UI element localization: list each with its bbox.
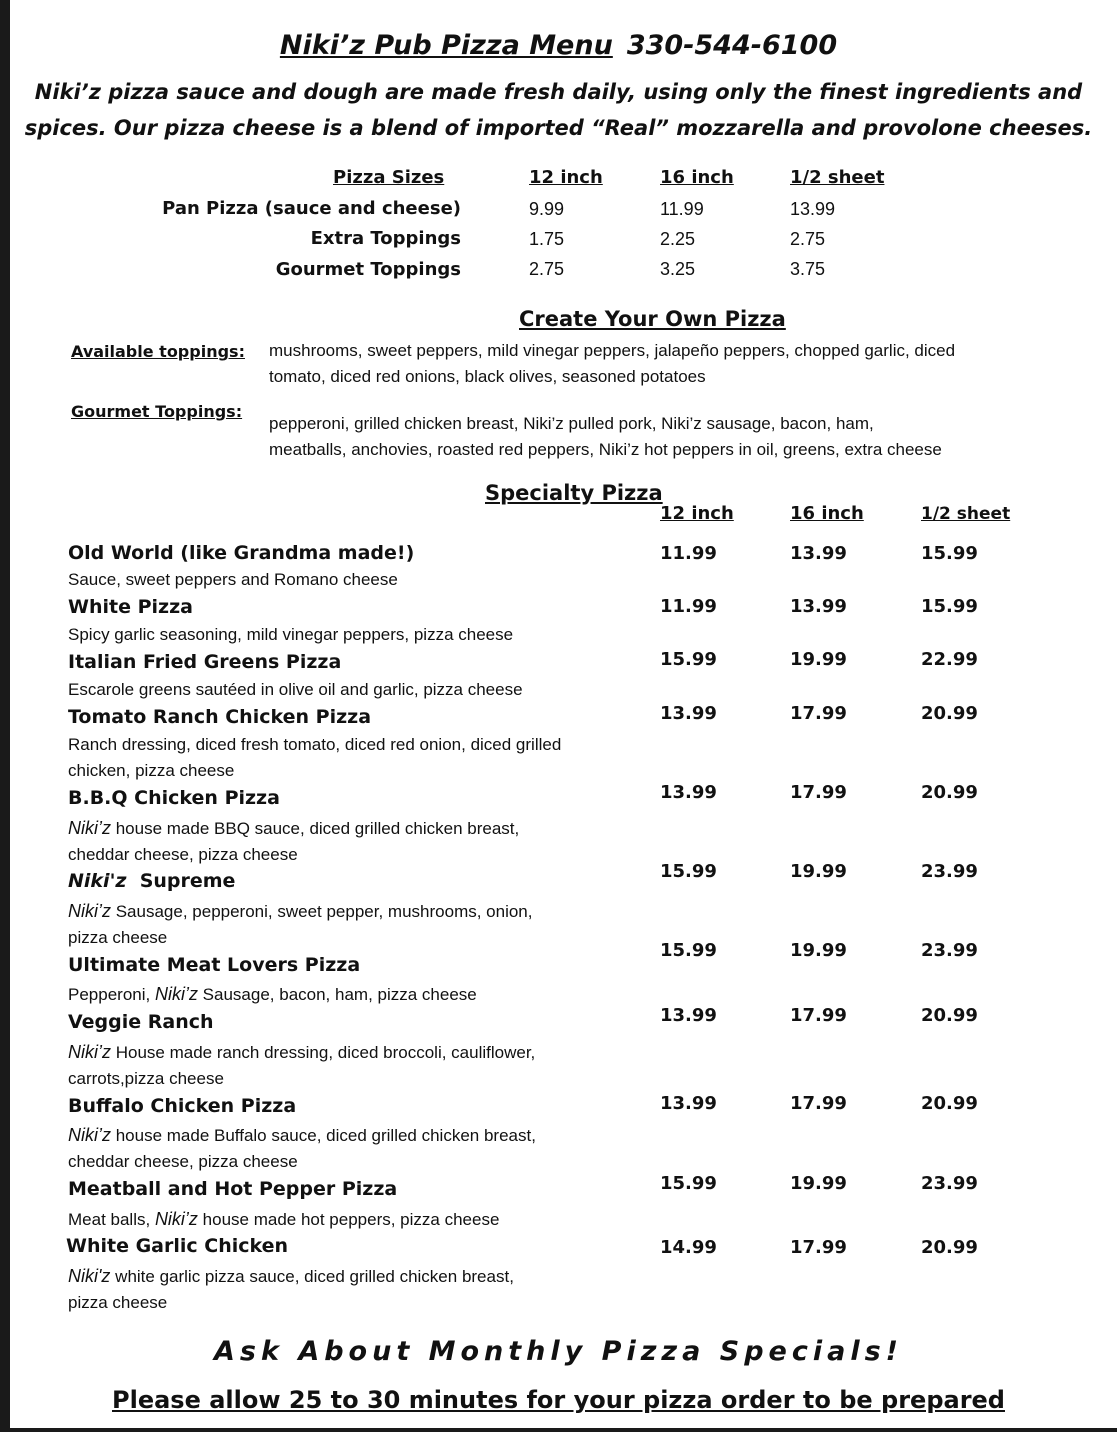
sizes-heading: Pizza Sizes: [333, 167, 445, 188]
price-16: 19.99: [790, 1173, 847, 1194]
price-12: 15.99: [660, 940, 717, 961]
sizes-col-12: 12 inch: [529, 167, 603, 188]
item-desc-text: House made ranch dressing, diced broccoli, cauliflower,: [111, 1043, 536, 1062]
price-12: 13.99: [660, 782, 717, 803]
item-desc-veggie-ranch: [68, 1039, 628, 1092]
sizes-value: 3.75: [790, 259, 826, 279]
intro-text: [0, 74, 1117, 146]
brand-name: Niki’z: [68, 901, 111, 921]
item-name-bbq-chicken: B.B.Q Chicken Pizza: [68, 787, 280, 809]
price-half: 23.99: [921, 940, 978, 961]
price-half: 20.99: [921, 1237, 978, 1258]
price-12: 11.99: [660, 543, 717, 564]
item-desc-text: Sausage, pepperoni, sweet pepper, mushrooms, onion,: [111, 902, 533, 921]
item-desc-italian-fried-greens: [68, 677, 628, 703]
sizes-row-label: Extra Toppings: [310, 228, 461, 249]
menu-title: [0, 30, 1117, 61]
price-12: 15.99: [660, 1173, 717, 1194]
item-desc-line: [68, 1263, 628, 1290]
item-name-veggie-ranch: Veggie Ranch: [68, 1011, 214, 1033]
item-desc-bbq-chicken: [68, 815, 628, 868]
left-border: [0, 0, 10, 1432]
sizes-value: 13.99: [790, 199, 836, 219]
item-desc-text: house made Buffalo sauce, diced grilled chicken breast,: [111, 1126, 536, 1145]
sizes-value: 2.25: [660, 229, 696, 249]
sizes-col-16: 16 inch: [660, 167, 734, 188]
price-half: 20.99: [921, 1093, 978, 1114]
available-toppings-line: mushrooms, sweet peppers, mild vinegar peppers, jalapeño peppers, chopped garlic, diced: [269, 341, 956, 360]
sizes-value: 3.25: [660, 259, 696, 279]
item-desc-line: pizza cheese: [68, 928, 168, 947]
brand-name: Niki'z: [68, 1266, 111, 1286]
intro-line-2: spices. Our pizza cheese is a blend of imported “Real” mozzarella and provolone cheeses.: [24, 116, 1093, 140]
brand-name: Niki’z: [68, 1125, 111, 1145]
item-desc-line: [68, 981, 628, 1008]
price-16: 19.99: [790, 649, 847, 670]
item-name-nikiz-supreme: [68, 870, 235, 892]
price-12: 15.99: [660, 861, 717, 882]
brand-name: Niki’z: [154, 1209, 198, 1229]
item-desc-text: white garlic pizza sauce, diced grilled chicken breast,: [110, 1267, 514, 1286]
brand-name: Niki’z: [154, 984, 198, 1004]
item-desc-line: [68, 1039, 628, 1066]
item-name-white-pizza: White Pizza: [68, 596, 193, 618]
item-desc-text: house made BBQ sauce, diced grilled chicken breast,: [111, 819, 520, 838]
item-desc-line: Sauce, sweet peppers and Romano cheese: [68, 570, 398, 589]
price-12: 11.99: [660, 596, 717, 617]
price-12: 15.99: [660, 649, 717, 670]
sizes-value: 2.75: [790, 229, 826, 249]
gourmet-toppings-line: pepperoni, grilled chicken breast, Niki’z pulled pork, Niki’z sausage, bacon, ham,: [269, 414, 874, 433]
available-toppings-label: Available toppings:: [71, 342, 245, 361]
sizes-row-label: Gourmet Toppings: [275, 259, 461, 280]
item-desc-line: Escarole greens sautéed in olive oil and garlic, pizza cheese: [68, 680, 523, 699]
item-desc-meatball-hot-pepper: [68, 1206, 628, 1233]
price-16: 19.99: [790, 861, 847, 882]
sizes-value: 2.75: [529, 259, 565, 279]
item-desc-line: cheddar cheese, pizza cheese: [68, 845, 298, 864]
gourmet-toppings-label: Gourmet Toppings:: [71, 402, 243, 421]
item-desc-text: Pepperoni,: [68, 985, 155, 1004]
price-16: 17.99: [790, 1005, 847, 1026]
price-half: 23.99: [921, 1173, 978, 1194]
item-name-old-world: Old World (like Grandma made!): [68, 542, 415, 564]
available-toppings-line: tomato, diced red onions, black olives, seasoned potatoes: [269, 367, 706, 386]
item-name-text: Supreme: [139, 870, 236, 892]
item-desc-white-pizza: [68, 622, 628, 648]
price-16: 17.99: [790, 1093, 847, 1114]
price-half: 20.99: [921, 1005, 978, 1026]
item-desc-text: house made hot peppers, pizza cheese: [197, 1210, 500, 1229]
sizes-value: 9.99: [529, 199, 565, 219]
brand-name: Niki'z: [68, 870, 127, 892]
monthly-specials-banner: Ask About Monthly Pizza Specials!: [214, 1336, 903, 1367]
item-name-white-garlic-chicken: White Garlic Chicken: [66, 1235, 289, 1257]
item-desc-line: Ranch dressing, diced fresh tomato, diced red onion, diced grilled: [68, 735, 562, 754]
gourmet-toppings-list: [269, 411, 1049, 463]
price-16: 17.99: [790, 1237, 847, 1258]
create-your-own-title: Create Your Own Pizza: [519, 307, 786, 331]
item-name-italian-fried-greens: Italian Fried Greens Pizza: [68, 651, 342, 673]
price-half: 23.99: [921, 861, 978, 882]
item-name-buffalo-chicken: Buffalo Chicken Pizza: [68, 1095, 297, 1117]
specialty-col-12: 12 inch: [660, 503, 734, 524]
price-half: 15.99: [921, 543, 978, 564]
price-half: 20.99: [921, 782, 978, 803]
item-desc-buffalo-chicken: [68, 1122, 628, 1175]
item-desc-text: Sausage, bacon, ham, pizza cheese: [197, 985, 477, 1004]
price-12: 13.99: [660, 1005, 717, 1026]
menu-title-name: Niki’z Pub Pizza Menu: [279, 30, 613, 61]
price-12: 14.99: [660, 1237, 717, 1258]
item-desc-old-world: [68, 567, 628, 593]
price-half: 20.99: [921, 703, 978, 724]
item-name-meatball-hot-pepper: Meatball and Hot Pepper Pizza: [68, 1178, 398, 1200]
item-desc-line: [68, 1122, 628, 1149]
sizes-value: 1.75: [529, 229, 565, 249]
bottom-border: [0, 1428, 1117, 1432]
price-16: 17.99: [790, 703, 847, 724]
item-desc-line: pizza cheese: [68, 1293, 168, 1312]
price-12: 13.99: [660, 703, 717, 724]
item-desc-line: chicken, pizza cheese: [68, 761, 235, 780]
item-desc-line: Spicy garlic seasoning, mild vinegar peppers, pizza cheese: [68, 625, 514, 644]
item-desc-nikiz-supreme: [68, 898, 628, 951]
brand-name: Niki’z: [68, 818, 111, 838]
phone-number: 330-544-6100: [626, 30, 838, 61]
item-desc-tomato-ranch-chicken: [68, 732, 628, 784]
item-name-ultimate-meat-lovers: Ultimate Meat Lovers Pizza: [68, 954, 361, 976]
item-desc-line: [68, 898, 628, 925]
specialty-col-16: 16 inch: [790, 503, 864, 524]
price-16: 17.99: [790, 782, 847, 803]
sizes-col-half: 1/2 sheet: [790, 167, 885, 188]
item-desc-line: cheddar cheese, pizza cheese: [68, 1152, 298, 1171]
item-desc-line: [68, 1206, 628, 1233]
price-16: 13.99: [790, 543, 847, 564]
available-toppings-list: [269, 338, 1049, 390]
price-half: 22.99: [921, 649, 978, 670]
item-desc-ultimate-meat-lovers: [68, 981, 628, 1008]
item-desc-text: Meat balls,: [68, 1210, 155, 1229]
price-12: 13.99: [660, 1093, 717, 1114]
price-16: 19.99: [790, 940, 847, 961]
item-desc-line: [68, 815, 628, 842]
sizes-row-label: Pan Pizza (sauce and cheese): [162, 198, 461, 219]
specialty-pizza-title: Specialty Pizza: [485, 481, 663, 505]
brand-name: Niki’z: [68, 1042, 111, 1062]
price-half: 15.99: [921, 596, 978, 617]
item-desc-line: carrots,pizza cheese: [68, 1069, 224, 1088]
specialty-col-half: 1/2 sheet: [921, 504, 1011, 524]
intro-line-1: Niki’z pizza sauce and dough are made fresh daily, using only the finest ingredients and: [34, 80, 1083, 104]
item-name-tomato-ranch-chicken: Tomato Ranch Chicken Pizza: [68, 706, 372, 728]
item-desc-white-garlic-chicken: [68, 1263, 628, 1316]
sizes-value: 11.99: [660, 199, 704, 219]
price-16: 13.99: [790, 596, 847, 617]
gourmet-toppings-line: meatballs, anchovies, roasted red peppers, Niki’z hot peppers in oil, greens, extra cheese: [269, 440, 942, 459]
prep-time-note: Please allow 25 to 30 minutes for your pizza order to be prepared: [112, 1386, 1005, 1414]
